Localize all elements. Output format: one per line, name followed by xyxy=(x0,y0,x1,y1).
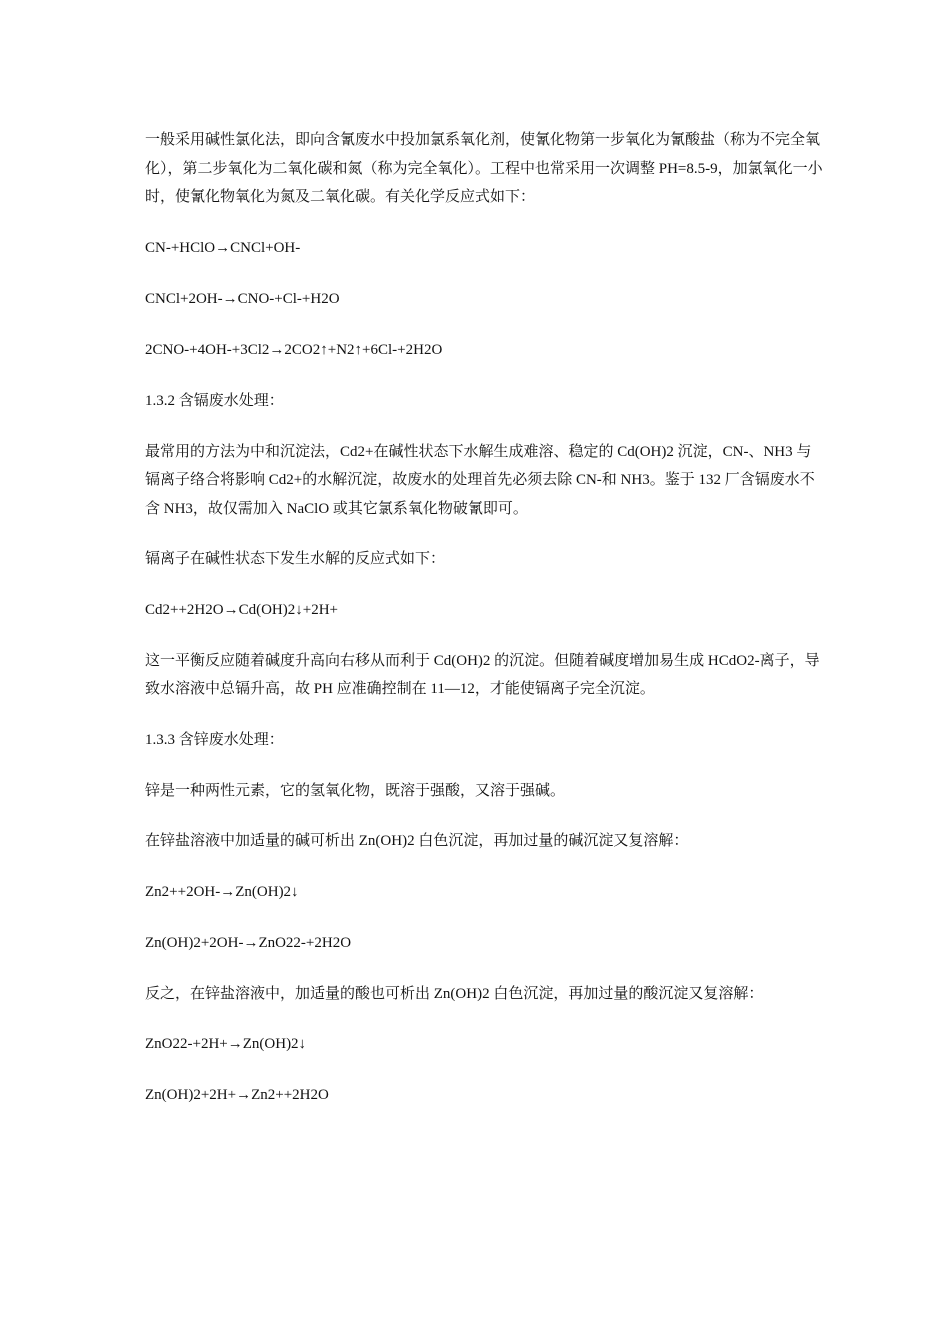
equation-zn-oh: Zn2++2OH-→Zn(OH)2↓ xyxy=(145,883,299,900)
equation-cn-hclo: CN-+HClO→CNCl+OH- xyxy=(145,239,301,256)
document-body xyxy=(145,126,825,1132)
equation-znoh2-h: Zn(OH)2+2H+→Zn2++2H2O xyxy=(145,1087,329,1103)
paragraph-cadmium-intro: 镉离子在碱性状态下发生水解的反应式如下： xyxy=(145,551,446,567)
paragraph-zinc-amphoteric: 锌是一种两性元素，它的氢氧化物，既溶于强酸，又溶于强碱。 xyxy=(145,782,566,799)
paragraph-zinc-base: 在锌盐溶液中加适量的碱可析出 Zn(OH)2 白色沉淀，再加过量的碱沉淀又复溶解： xyxy=(145,833,689,849)
heading-cadmium: 1.3.2 含镉废水处理： xyxy=(145,392,284,409)
paragraph-cyanide-method: 一般采用碱性氯化法，即向含氰废水中投加氯系氧化剂，使氰化物第一步氧化为氰酸盐（称为不完全氧化），第二步氧化为二氧化碳和氮（称为完全氧化）。工程中也常采用一次调整 PH=8.5-9，加氯氧化一小时，使氰化物氧化为氮及二氧化碳。有关化学反应式如下： xyxy=(145,132,823,205)
paragraph-cadmium-method: 最常用的方法为中和沉淀法，Cd2+在碱性状态下水解生成难溶、稳定的 Cd(OH)2 沉淀，CN-、NH3 与镉离子络合将影响 Cd2+的水解沉淀，故废水的处理首先必须去除 CN-和 NH3。鉴于 132 厂含镉废水不含 NH3，故仅需加入 NaClO 或其它氯系氧化物破氰即可。 xyxy=(145,443,815,517)
equation-zno2-h: ZnO22-+2H+→Zn(OH)2↓ xyxy=(145,1036,307,1052)
heading-zinc: 1.3.3 含锌废水处理： xyxy=(145,731,284,748)
equation-cno-cl2: 2CNO-+4OH-+3Cl2→2CO2↑+N2↑+6Cl-+2H2O xyxy=(145,341,443,358)
paragraph-cadmium-ph: 这一平衡反应随着碱度升高向右移从而利于 Cd(OH)2 的沉淀。但随着碱度增加易生成 HCdO2-离子，导致水溶液中总镉升高，故 PH 应准确控制在 11—12，才能使镉离子完全沉淀。 xyxy=(145,652,820,697)
equation-cncl-oh: CNCl+2OH-→CNO-+Cl-+H2O xyxy=(145,290,340,307)
equation-znoh2-oh: Zn(OH)2+2OH-→ZnO22-+2H2O xyxy=(145,934,352,951)
equation-cd-hydrolysis: Cd2++2H2O→Cd(OH)2↓+2H+ xyxy=(145,601,339,618)
paragraph-zinc-acid: 反之，在锌盐溶液中，加适量的酸也可析出 Zn(OH)2 白色沉淀，再加过量的酸沉淀又复溶解： xyxy=(145,985,764,1002)
